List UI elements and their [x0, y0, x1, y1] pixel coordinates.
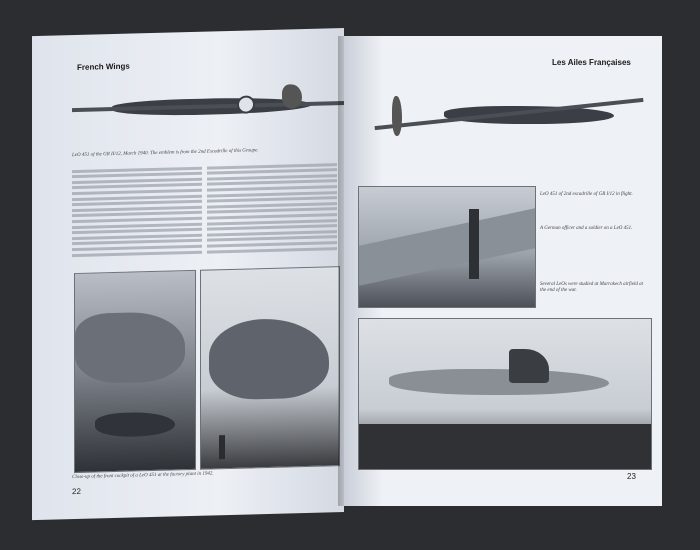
left-page: [32, 28, 344, 520]
right-page-header: Les Ailes Françaises: [552, 58, 631, 67]
photo-aircraft-airfield: [358, 318, 652, 470]
left-text-column-1: [72, 164, 202, 277]
left-text-column-2: [207, 160, 337, 273]
photo-cockpit-closeup-right: [200, 266, 340, 470]
photo-cockpit-closeup-left: [74, 270, 196, 473]
right-page-number: 23: [627, 472, 636, 481]
right-caption-3: Several LeOs were studied at Marrakech airfield at the end of the war.: [540, 282, 643, 293]
aircraft-profile-top-right: [364, 76, 644, 146]
aircraft-profile-top-left: [72, 73, 342, 140]
left-page-number: 22: [72, 486, 81, 497]
right-page: [344, 36, 662, 506]
photo-officer-on-wing: [358, 186, 536, 308]
left-bottom-caption: Close-up of the front cockpit of a LeO 451 at the factory plant in 1942.: [72, 471, 214, 481]
right-caption-1: LeO 451 of 2nd escadrille of GR I/12 in flight.: [540, 192, 633, 197]
left-page-header: French Wings: [77, 61, 130, 72]
right-caption-2: A German officer and a soldier on a LeO 451.: [540, 226, 633, 231]
left-top-caption: LeO 451 of the GR II/12, March 1940. The emblem is from the 2nd Escadrille of this Groupe.: [72, 148, 259, 159]
